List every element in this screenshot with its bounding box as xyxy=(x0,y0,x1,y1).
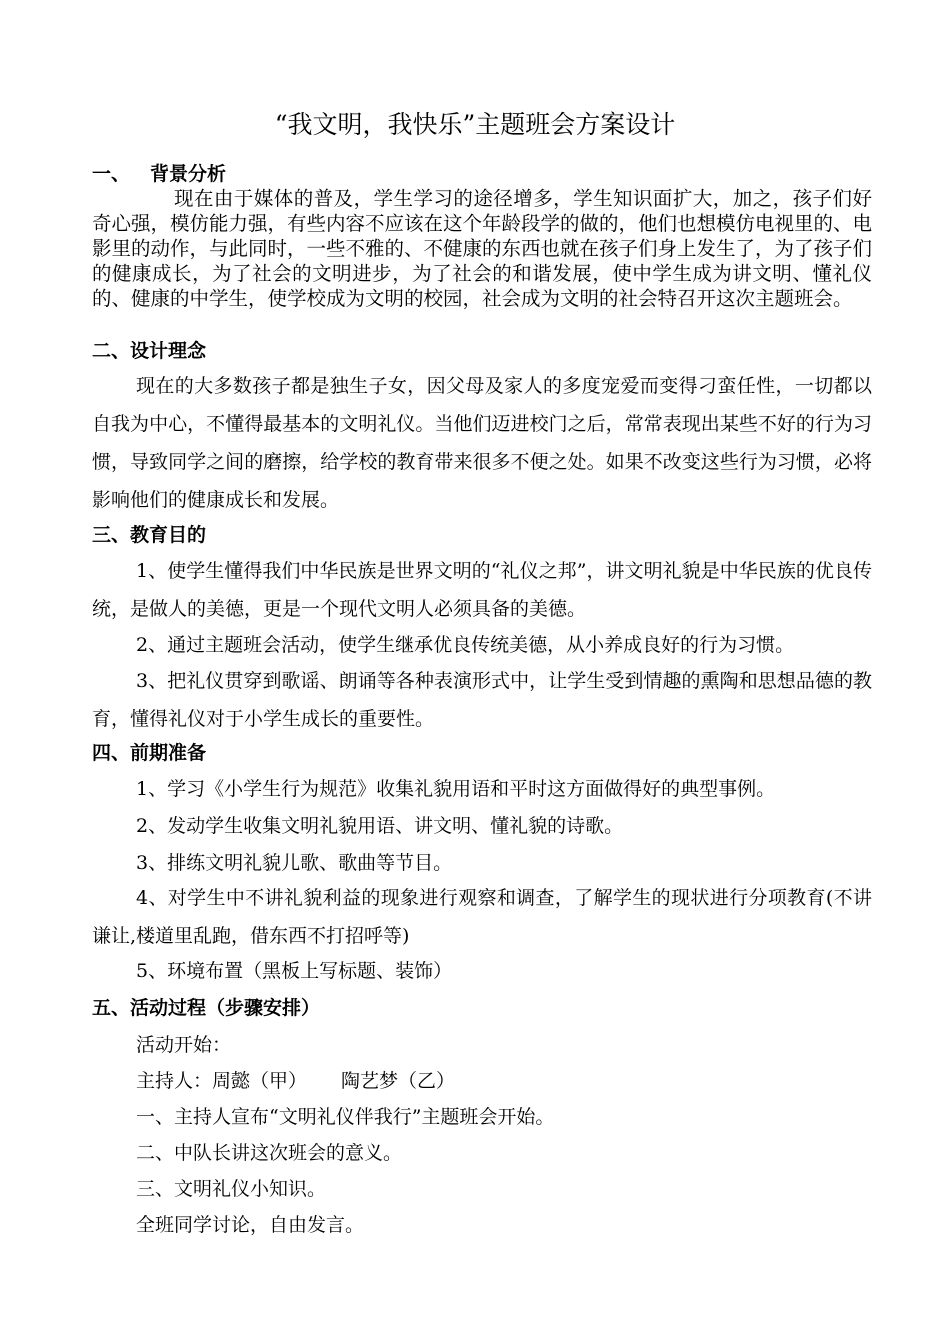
host-line xyxy=(136,1063,455,1099)
preparation-item: 5、环境布置（黑板上写标题、装饰） xyxy=(136,960,453,982)
education-goal-item: 2、通过主题班会活动，使学生继承优良传统美德，从小养成良好的行为习惯。 xyxy=(136,634,795,656)
preparation-item: 2、发动学生收集文明礼貌用语、讲文明、懂礼貌的诗歌。 xyxy=(136,815,624,837)
host-first: 主持人：周懿（甲） xyxy=(136,1070,308,1092)
education-goal-item: 3、把礼仪贯穿到歌谣、朗诵等各种表演形式中，让学生受到情趣的熏陶和思想品德的教育，懂得礼仪对于小学生成长的重要性。 xyxy=(92,670,872,730)
section-title: 背景分析 xyxy=(150,163,227,185)
section-number: 一、 xyxy=(92,163,131,185)
activity-start-line: 活动开始： xyxy=(136,1034,232,1056)
preparation-item: 4、对学生中不讲礼貌利益的现象进行观察和调查，了解学生的现状进行分项教育(不讲谦让,楼道里乱跑，借东西不打招呼等) xyxy=(92,887,872,947)
design-concept-paragraph: 现在的大多数孩子都是独生子女，因父母及家人的多度宠爱而变得刁蛮任性，一切都以自我为中心，不懂得最基本的文明礼仪。当他们迈进校门之后，常常表现出某些不好的行为习惯，导致同学之间的磨擦，给学校的教育带来很多不便之处。如果不改变这些行为习惯，必将影响他们的健康成长和发展。 xyxy=(92,375,872,511)
activity-step: 一、主持人宣布“文明礼仪伴我行”主题班会开始。 xyxy=(136,1106,555,1128)
section-heading-education-goal: 三、教育目的 xyxy=(92,524,207,546)
preparation-item: 3、排练文明礼貌儿歌、歌曲等节目。 xyxy=(136,852,453,874)
activity-step: 二、中队长讲这次班会的意义。 xyxy=(136,1142,403,1164)
background-paragraph: 现在由于媒体的普及，学生学习的途径增多，学生知识面扩大，加之，孩子们好奇心强，模仿能力强，有些内容不应该在这个年龄段学的做的，他们也想模仿电视里的、电影里的动作，与此同时，一些不雅的、不健康的东西也就在孩子们身上发生了，为了孩子们的健康成长，为了社会的文明进步，为了社会的和谐发展，使中学生成为讲文明、懂礼仪的、健康的中学生，使学校成为文明的校园，社会成为文明的社会特召开这次主题班会。 xyxy=(92,187,873,310)
section-heading-background xyxy=(92,161,226,187)
section-heading-activity-process: 五、活动过程（步骤安排） xyxy=(92,997,321,1019)
activity-step: 三、文明礼仪小知识。 xyxy=(136,1178,327,1200)
section-heading-preparation: 四、前期准备 xyxy=(92,742,207,764)
activity-step: 全班同学讨论，自由发言。 xyxy=(136,1214,365,1236)
host-second: 陶艺梦（乙） xyxy=(341,1070,456,1092)
education-goal-item: 1、使学生懂得我们中华民族是世界文明的“礼仪之邦”，讲文明礼貌是中华民族的优良传统，是做人的美德，更是一个现代文明人必须具备的美德。 xyxy=(92,560,872,620)
section-heading-design-concept: 二、设计理念 xyxy=(92,340,207,362)
document-title: “我文明，我快乐”主题班会方案设计 xyxy=(274,110,676,139)
preparation-item: 1、学习《小学生行为规范》收集礼貌用语和平时这方面做得好的典型事例。 xyxy=(136,778,776,800)
